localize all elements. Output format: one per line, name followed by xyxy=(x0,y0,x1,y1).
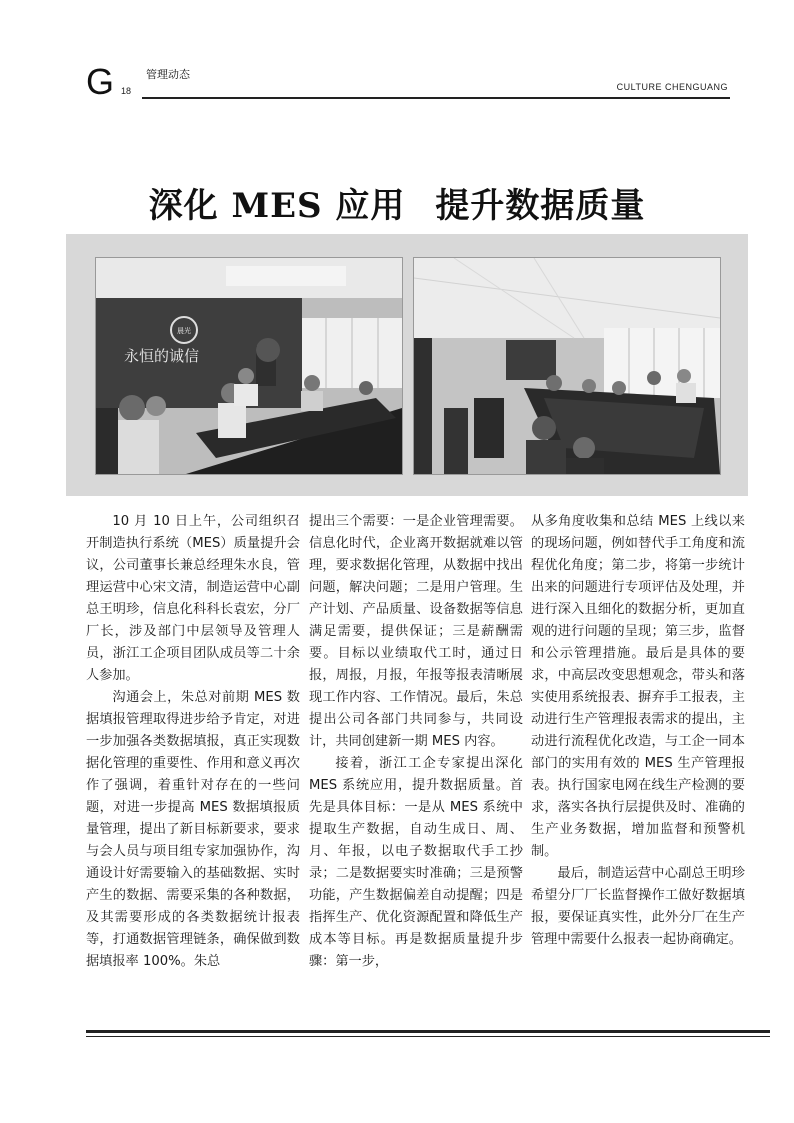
publication-name: CULTURE CHENGUANG xyxy=(616,82,728,92)
article-column-1 xyxy=(86,511,300,973)
article-column-3 xyxy=(531,511,745,951)
photo-band xyxy=(66,234,748,496)
article-column-2 xyxy=(309,511,523,973)
section-letter: G xyxy=(86,61,115,102)
meeting-photo-left xyxy=(95,257,403,475)
company-logo-text: 晨光 xyxy=(177,327,191,335)
paragraph: 最后，制造运营中心副总王明珍希望分厂厂长监督操作工做好数据填报，要保证真实性，此外分厂在生产管理中需要什么报表一起协商确定。 xyxy=(531,866,745,947)
footer-rule-thick xyxy=(86,1030,770,1033)
paragraph: 提出三个需要：一是企业管理需要。信息化时代，企业离开数据就难以管理，要求数据化管理，从数据中找出问题，解决问题；二是用户管理。生产计划、产品质量、设备数据等信息满足需要，提供保证；三是薪酬需要。目标以业绩取代工时，通过日报，周报，月报，年报等报表清晰展现工作内容、工作情况。最后，朱总提出公司各部门共同参与，共同设计，共同创建新一期 MES 内容。 xyxy=(309,514,523,749)
article-title-part2: 提升数据质量 xyxy=(435,186,646,226)
paragraph: 从多角度收集和总结 MES 上线以来的现场问题，例如替代手工角度和流程优化角度；第二步，将第一步统计出来的问题进行专项评估及处理，并进行深入且细化的数据分析，更加直观的进行问题的呈现；第三步，监督和公示管理措施。最后是具体的要求，中高层改变思想观念，带头和落实使用系统报表、摒弃手工报表，主动进行生产管理报表需求的提出，主动进行流程优化改造，与工企一同本部门的实用有效的 MES 生产管理报表。执行国家电网在线生产检测的要求，落实各执行层提供及时、准确的生产业务数据，增加监督和预警机制。 xyxy=(531,514,745,859)
paragraph: 沟通会上，朱总对前期 MES 数据填报管理取得进步给予肯定，对进一步加强各类数据填报，真正实现数据化管理的重要性、作用和意义再次作了强调，着重针对存在的一些问题，对进一步提高 MES 数据填报质量管理，提出了新目标新要求，要求与会人员与项目组专家加强协作，沟通设计好需要输入的基础数据、实时产生的数据、需要采集的各种数据，及其需要形成的各类数据统计报表等，打通数据管理链条，确保做到数据填报率 100%。朱总 xyxy=(86,690,300,969)
paragraph: 接着，浙江工企专家提出深化 MES 系统应用，提升数据质量。首先是具体目标：一是从 MES 系统中提取生产数据，自动生成日、周、月、年报，以电子数据取代手工抄录；二是数据要实时准确；三是预警功能，产生数据偏差自动提醒；四是指挥生产、优化资源配置和降低生产成本等目标。再是数据质量提升步骤：第一步， xyxy=(309,756,523,969)
section-title: 管理动态 xyxy=(146,68,190,81)
header-rule xyxy=(142,97,730,99)
article-title-part1: 深化 MES 应用 xyxy=(148,186,406,226)
paragraph: 10 月 10 日上午，公司组织召开制造执行系统（MES）质量提升会议，公司董事长兼总经理朱水良，管理运营中心宋文清，制造运营中心副总王明珍，信息化科科长袁宏，分厂厂长，涉及部门中层领导及管理人员，浙江工企项目团队成员等二十余人参加。 xyxy=(86,514,300,683)
article-title xyxy=(0,178,794,227)
wall-sign-text: 永恒的诚信 xyxy=(124,347,200,365)
footer-rule-thin xyxy=(86,1036,770,1037)
meeting-photo-right xyxy=(413,257,721,475)
page-number: 18 xyxy=(121,86,132,96)
